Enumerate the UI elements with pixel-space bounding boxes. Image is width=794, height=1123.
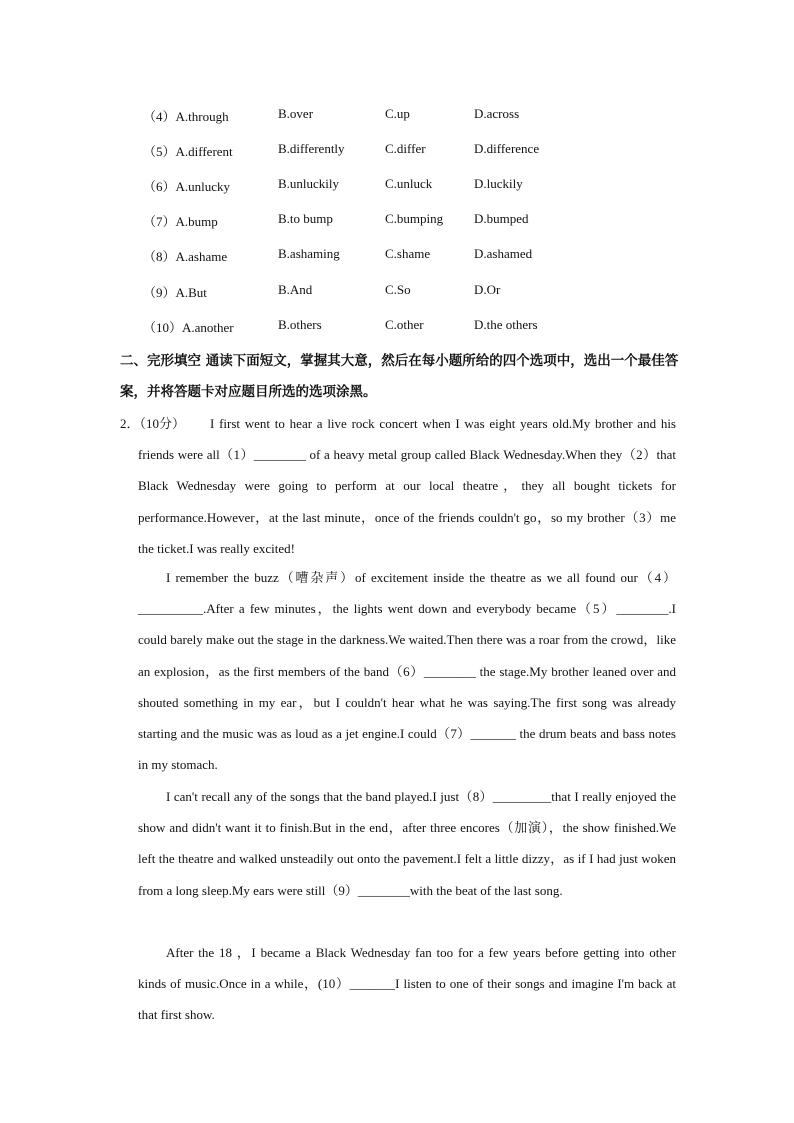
- option-a: （4）A.through: [143, 109, 229, 124]
- passage-paragraph-1: I first went to hear a live rock concert when I was eight years old.My brother and his friends were all（1）________ of a heavy metal group called Black Wednesday.When they（2）that Black Wednesday were going to perform at our local theatre，they all bought tickets for performance.However，at the last minute，once of the friends couldn't go，so my brother（3）me the ticket.I was really excited!: [138, 416, 676, 556]
- option-d: D.Or: [474, 282, 501, 297]
- option-a: （6）A.unlucky: [143, 179, 231, 194]
- option-d: D.bumped: [474, 211, 529, 226]
- option-a: （10）A.another: [143, 320, 234, 335]
- option-d: D.the others: [474, 317, 538, 332]
- passage-paragraph-2: I remember the buzz（嘈杂声）of excitement inside the theatre as we all found our（4）__________.After a few minutes，the lights went down and everybody became（5）________.I could barely make out the stage in the darkness.We waited.Then there was a roar from the crowd，like an explosion，as the first members of the band（6）________ the stage.My brother leaned over and shouted something in my ear，but I couldn't hear what he was saying.The first song was already starting and the music was as loud as a jet engine.I could（7）_______ the drum beats and bass notes in my stomach.: [138, 570, 676, 773]
- option-row-8: [0, 246, 794, 268]
- option-a: （5）A.different: [143, 144, 233, 159]
- passage-paragraph-3: I can't recall any of the songs that the band played.I just（8）_________that I really enjoyed the show and didn't want it to finish.But in the end，after three encores（加演），the show finished.We left the theatre and walked unsteadily out onto the pavement.I felt a little dizzy，as if I had just woken from a long sleep.My ears were still（9）________with the beat of the last song.: [138, 789, 676, 898]
- option-b: B.differently: [278, 141, 345, 156]
- option-d: D.ashamed: [474, 246, 533, 261]
- option-b: B.over: [278, 106, 314, 121]
- option-a: （7）A.bump: [143, 214, 218, 229]
- option-b: B.ashaming: [278, 246, 340, 261]
- option-c: C.differ: [385, 141, 426, 156]
- passage-paragraph-4: After the 18 ，I became a Black Wednesday fan too for a few years before getting into other kinds of music.Once in a while，(10）_______I listen to one of their songs and imagine I'm back at that first show.: [138, 945, 676, 1023]
- option-c: C.So: [385, 282, 411, 297]
- question-number: 2．（10分）: [120, 416, 186, 431]
- option-row-5: [0, 141, 794, 163]
- option-d: D.across: [474, 106, 520, 121]
- option-d: D.luckily: [474, 176, 523, 191]
- option-c: C.unluck: [385, 176, 433, 191]
- option-b: B.And: [278, 282, 313, 297]
- option-a: （9）A.But: [143, 285, 207, 300]
- option-c: C.other: [385, 317, 424, 332]
- option-row-9: [0, 282, 794, 304]
- section-heading: 二、完形填空 通读下面短文，掌握其大意，然后在每小题所给的四个选项中，选出一个最佳答案，并将答题卡对应题目所选的选项涂黑。: [120, 353, 679, 400]
- option-c: C.shame: [385, 246, 431, 261]
- option-c: C.up: [385, 106, 410, 121]
- option-b: B.others: [278, 317, 322, 332]
- option-b: B.to bump: [278, 211, 333, 226]
- option-row-10: [0, 317, 794, 339]
- option-b: B.unluckily: [278, 176, 340, 191]
- option-a: （8）A.ashame: [143, 249, 228, 264]
- option-row-4: [0, 106, 794, 128]
- option-row-7: [0, 211, 794, 233]
- option-row-6: [0, 176, 794, 198]
- option-c: C.bumping: [385, 211, 444, 226]
- option-d: D.difference: [474, 141, 540, 156]
